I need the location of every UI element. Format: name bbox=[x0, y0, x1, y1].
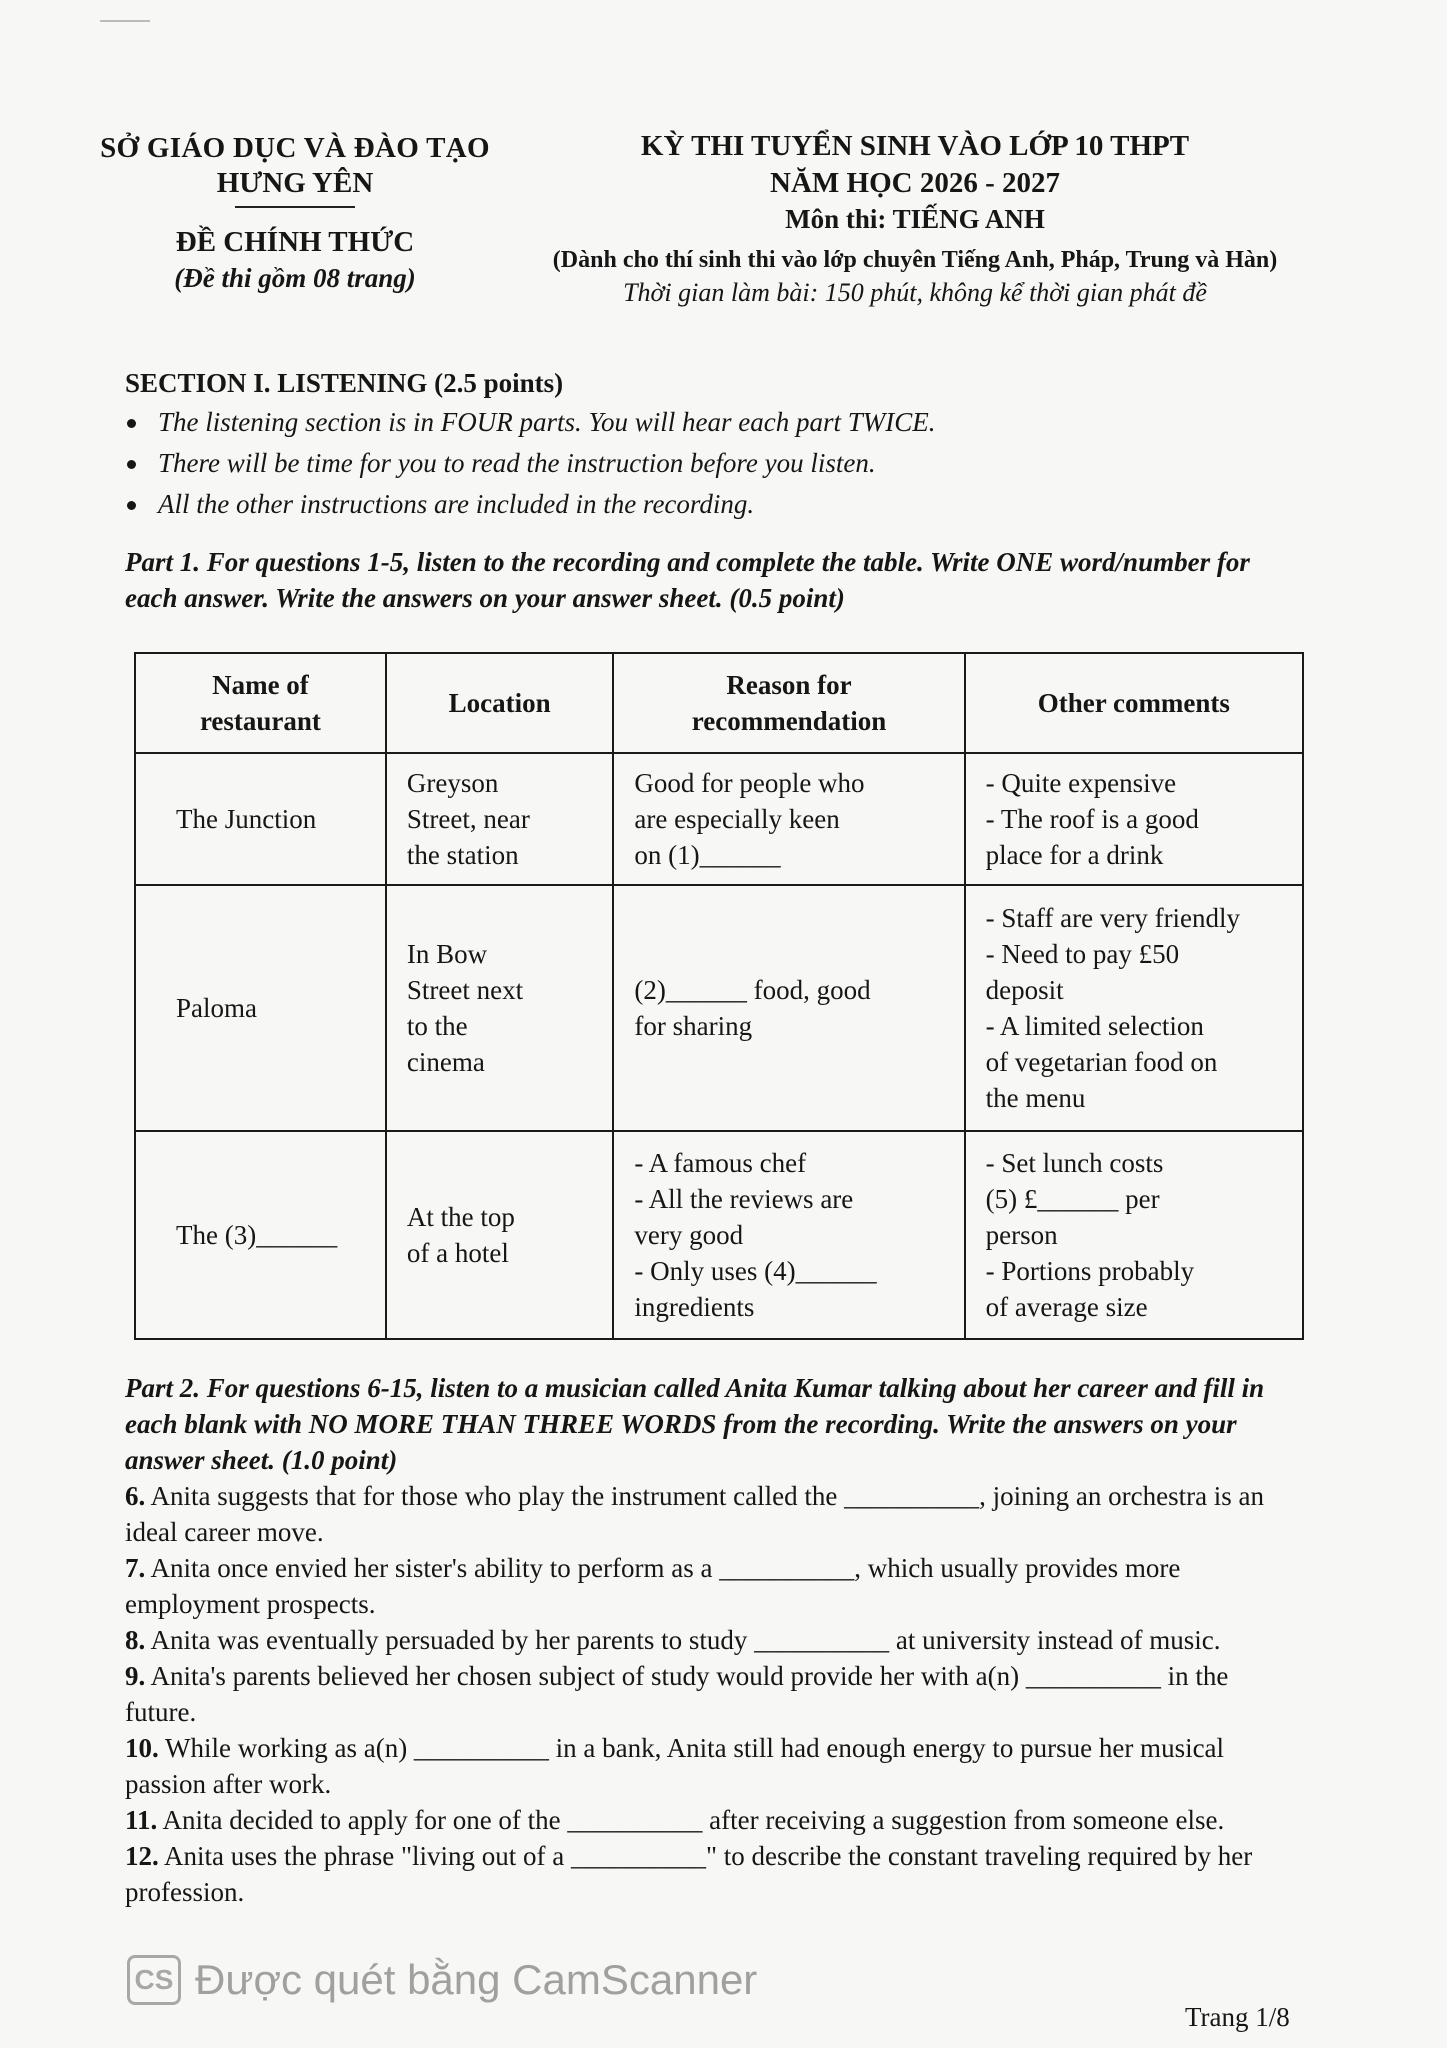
instruction-text: The listening section is in FOUR parts. You will hear each part TWICE. bbox=[158, 407, 936, 437]
question-number: 9. bbox=[125, 1661, 146, 1691]
time-note: Thời gian làm bài: 150 phút, không kể thời gian phát đề bbox=[623, 278, 1207, 307]
table-row bbox=[135, 753, 1303, 885]
location-cell bbox=[386, 885, 613, 1131]
subject: Môn thi: TIẾNG ANH bbox=[785, 204, 1045, 234]
cell-line: the menu bbox=[985, 1083, 1086, 1113]
cell-line: of average size bbox=[985, 1292, 1148, 1322]
question-text: Anita was eventually persuaded by her parents to study __________ at university instead of music. bbox=[150, 1625, 1221, 1655]
department-name: SỞ GIÁO DỤC VÀ ĐÀO TẠO bbox=[100, 132, 490, 164]
question-text: Anita suggests that for those who play the instrument called the __________, joining an orchestra is an ideal career move. bbox=[125, 1481, 1265, 1547]
scanner-watermark bbox=[127, 1955, 757, 2005]
reason-cell bbox=[613, 885, 964, 1131]
restaurant-table bbox=[134, 652, 1304, 1340]
section-title: SECTION I. LISTENING (2.5 points) bbox=[125, 368, 564, 398]
cell-line: of a hotel bbox=[406, 1238, 509, 1268]
cell-line: Paloma bbox=[176, 993, 257, 1023]
question-item bbox=[125, 1658, 1305, 1730]
bullet-icon bbox=[127, 460, 136, 469]
header-text: Name of restaurant bbox=[199, 670, 321, 736]
table-row bbox=[135, 1131, 1303, 1339]
question-text: Anita's parents believed her chosen subject of study would provide her with a(n) __________ in the future. bbox=[125, 1661, 1229, 1727]
header-left bbox=[95, 132, 495, 294]
restaurant-name-cell bbox=[135, 885, 386, 1131]
reason-cell bbox=[613, 1131, 964, 1339]
cell-line: place for a drink bbox=[985, 840, 1164, 870]
cell-line: Street next bbox=[406, 975, 524, 1005]
answer-blank-4: - Only uses (4)______ bbox=[634, 1256, 877, 1286]
cell-line: cinema bbox=[406, 1047, 485, 1077]
bullet-icon bbox=[127, 419, 136, 428]
comments-cell bbox=[965, 753, 1303, 885]
cell-line: - Quite expensive bbox=[985, 768, 1177, 798]
instruction-list bbox=[125, 407, 1325, 520]
instruction-item bbox=[125, 448, 1325, 479]
page-count-note: (Đề thi gồm 08 trang) bbox=[174, 263, 416, 293]
header-divider bbox=[235, 206, 355, 208]
province-name: HƯNG YÊN bbox=[216, 167, 374, 199]
cell-line: the station bbox=[406, 840, 519, 870]
cell-line: Street, near bbox=[406, 804, 530, 834]
cell-line: The Junction bbox=[176, 804, 317, 834]
exam-title: KỲ THI TUYỂN SINH VÀO LỚP 10 THPT bbox=[640, 130, 1190, 162]
answer-blank-5: (5) £______ per bbox=[985, 1184, 1160, 1214]
location-cell bbox=[386, 1131, 613, 1339]
cell-line: for sharing bbox=[634, 1011, 753, 1041]
instruction-text: There will be time for you to read the instruction before you listen. bbox=[158, 448, 876, 478]
instruction-item bbox=[125, 489, 1325, 520]
table-row bbox=[135, 885, 1303, 1131]
cell-line: - All the reviews are bbox=[634, 1184, 854, 1214]
column-header bbox=[135, 653, 386, 753]
question-text: Anita decided to apply for one of the __________ after receiving a suggestion from someone else. bbox=[162, 1805, 1225, 1835]
question-number: 11. bbox=[125, 1805, 158, 1835]
cell-line: ingredients bbox=[634, 1292, 755, 1322]
question-text: Anita uses the phrase "living out of a __________" to describe the constant traveling required by her profession. bbox=[125, 1841, 1253, 1907]
question-item bbox=[125, 1802, 1305, 1838]
question-item bbox=[125, 1478, 1305, 1550]
column-header: Location bbox=[386, 653, 613, 753]
bullet-icon bbox=[127, 501, 136, 510]
scanner-text: Được quét bằng CamScanner bbox=[195, 1956, 758, 2003]
cell-line: person bbox=[985, 1220, 1058, 1250]
candidate-note: (Dành cho thí sinh thi vào lớp chuyên Tiếng Anh, Pháp, Trung và Hàn) bbox=[552, 247, 1278, 273]
school-year: NĂM HỌC 2026 - 2027 bbox=[770, 167, 1060, 199]
header-right bbox=[505, 130, 1325, 308]
cell-line: - Set lunch costs bbox=[985, 1148, 1164, 1178]
answer-blank-1: on (1)______ bbox=[634, 840, 781, 870]
restaurant-name-cell bbox=[135, 753, 386, 885]
column-header: Other comments bbox=[965, 653, 1303, 753]
question-number: 6. bbox=[125, 1481, 146, 1511]
instruction-text: All the other instructions are included in the recording. bbox=[158, 489, 755, 519]
cell-line: to the bbox=[406, 1011, 468, 1041]
column-header bbox=[613, 653, 964, 753]
location-cell bbox=[386, 753, 613, 885]
camscanner-logo-icon: CS bbox=[127, 1955, 181, 2005]
page-number: Trang 1/8 bbox=[1185, 2002, 1290, 2032]
reason-cell bbox=[613, 753, 964, 885]
question-number: 10. bbox=[125, 1733, 159, 1763]
cell-line: - The roof is a good bbox=[985, 804, 1199, 834]
header-text: Reason for recommendation bbox=[691, 670, 887, 736]
listening-section bbox=[125, 368, 1325, 530]
restaurant-name-cell bbox=[135, 1131, 386, 1339]
cell-line: Good for people who bbox=[634, 768, 865, 798]
table-header-row bbox=[135, 653, 1303, 753]
cell-line: - Staff are very friendly bbox=[985, 903, 1241, 933]
question-number: 7. bbox=[125, 1553, 146, 1583]
question-list bbox=[125, 1478, 1305, 1910]
comments-cell bbox=[965, 885, 1303, 1131]
question-number: 8. bbox=[125, 1625, 146, 1655]
corner-mark bbox=[100, 20, 150, 22]
cell-line: of vegetarian food on bbox=[985, 1047, 1218, 1077]
official-label: ĐỀ CHÍNH THỨC bbox=[175, 226, 415, 258]
comments-cell bbox=[965, 1131, 1303, 1339]
cell-line: - Need to pay £50 bbox=[985, 939, 1180, 969]
part2-instruction: Part 2. For questions 6-15, listen to a musician called Anita Kumar talking about her career and fill in each blank with NO MORE THAN THREE WORDS from the recording. Write the answers on your answer sheet. (1.0 point) bbox=[125, 1373, 1265, 1475]
question-text: Anita once envied her sister's ability to perform as a __________, which usually provides more employment prospects. bbox=[125, 1553, 1181, 1619]
question-number: 12. bbox=[125, 1841, 159, 1871]
question-item bbox=[125, 1730, 1305, 1802]
cell-line: deposit bbox=[985, 975, 1064, 1005]
question-item bbox=[125, 1550, 1305, 1622]
question-text: While working as a(n) __________ in a bank, Anita still had enough energy to pursue her musical passion after work. bbox=[125, 1733, 1225, 1799]
cell-line: Greyson bbox=[406, 768, 499, 798]
cell-line: At the top bbox=[406, 1202, 515, 1232]
cell-line: - A famous chef bbox=[634, 1148, 807, 1178]
answer-blank-3: The (3)______ bbox=[176, 1220, 338, 1250]
cell-line: are especially keen bbox=[634, 804, 840, 834]
answer-blank-2: (2)______ food, good bbox=[634, 975, 871, 1005]
cell-line: - Portions probably bbox=[985, 1256, 1195, 1286]
cell-line: - A limited selection bbox=[985, 1011, 1204, 1041]
instruction-item bbox=[125, 407, 1325, 438]
question-item bbox=[125, 1622, 1305, 1658]
cell-line: In Bow bbox=[406, 939, 488, 969]
part1-instruction: Part 1. For questions 1-5, listen to the recording and complete the table. Write ONE word/number for each answer. Write the answers on your answer sheet. (0.5 point) bbox=[125, 547, 1250, 613]
cell-line: very good bbox=[634, 1220, 744, 1250]
question-item bbox=[125, 1838, 1305, 1910]
